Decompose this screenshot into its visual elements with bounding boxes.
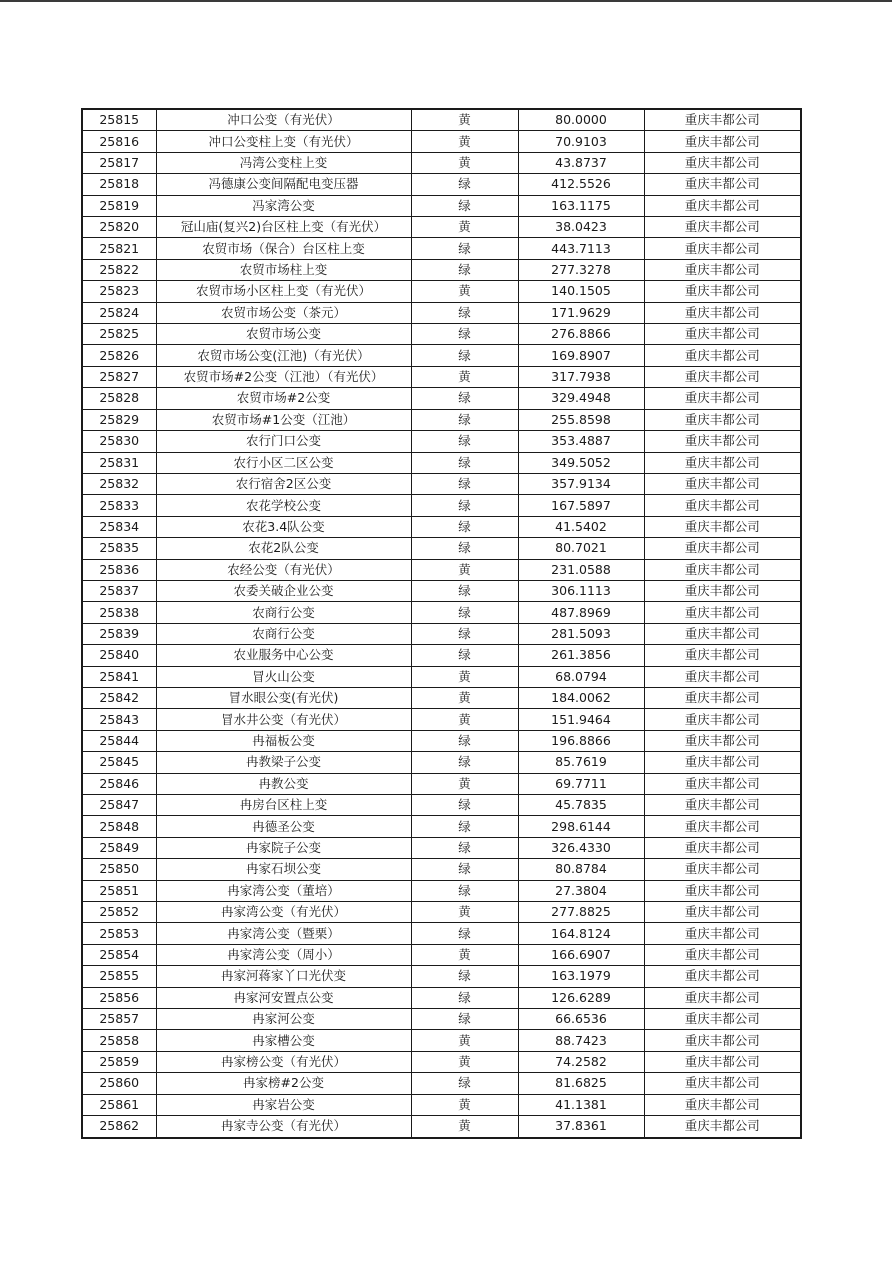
cell-value: 41.1381 bbox=[518, 1094, 644, 1115]
cell-status-level: 绿 bbox=[411, 645, 518, 666]
cell-id: 25839 bbox=[82, 623, 156, 644]
cell-company: 重庆丰都公司 bbox=[644, 538, 801, 559]
cell-status-level: 绿 bbox=[411, 580, 518, 601]
cell-company: 重庆丰都公司 bbox=[644, 174, 801, 195]
cell-id: 25832 bbox=[82, 473, 156, 494]
cell-transformer-name: 冲口公变（有光伏） bbox=[156, 109, 411, 131]
cell-value: 85.7619 bbox=[518, 752, 644, 773]
cell-value: 163.1979 bbox=[518, 966, 644, 987]
cell-company: 重庆丰都公司 bbox=[644, 495, 801, 516]
cell-transformer-name: 农贸市场#2公变（江池）（有光伏） bbox=[156, 366, 411, 387]
table-row bbox=[82, 580, 801, 601]
table-row bbox=[82, 730, 801, 751]
cell-id: 25862 bbox=[82, 1116, 156, 1138]
table-row bbox=[82, 388, 801, 409]
cell-transformer-name: 农贸市场公变(江池)（有光伏） bbox=[156, 345, 411, 366]
cell-value: 487.8969 bbox=[518, 602, 644, 623]
cell-status-level: 黄 bbox=[411, 773, 518, 794]
table-row bbox=[82, 645, 801, 666]
cell-id: 25847 bbox=[82, 795, 156, 816]
cell-value: 184.0062 bbox=[518, 687, 644, 708]
cell-value: 80.0000 bbox=[518, 109, 644, 131]
table-row bbox=[82, 281, 801, 302]
cell-value: 277.3278 bbox=[518, 259, 644, 280]
cell-value: 81.6825 bbox=[518, 1073, 644, 1094]
cell-company: 重庆丰都公司 bbox=[644, 431, 801, 452]
cell-transformer-name: 农花学校公变 bbox=[156, 495, 411, 516]
cell-id: 25856 bbox=[82, 987, 156, 1008]
cell-id: 25833 bbox=[82, 495, 156, 516]
cell-company: 重庆丰都公司 bbox=[644, 730, 801, 751]
cell-id: 25828 bbox=[82, 388, 156, 409]
cell-company: 重庆丰都公司 bbox=[644, 966, 801, 987]
cell-transformer-name: 农商行公变 bbox=[156, 623, 411, 644]
cell-id: 25834 bbox=[82, 516, 156, 537]
table-row bbox=[82, 238, 801, 259]
cell-id: 25823 bbox=[82, 281, 156, 302]
cell-status-level: 黄 bbox=[411, 687, 518, 708]
cell-id: 25830 bbox=[82, 431, 156, 452]
cell-value: 329.4948 bbox=[518, 388, 644, 409]
cell-company: 重庆丰都公司 bbox=[644, 1030, 801, 1051]
cell-transformer-name: 冲口公变柱上变（有光伏） bbox=[156, 131, 411, 152]
cell-status-level: 黄 bbox=[411, 666, 518, 687]
cell-company: 重庆丰都公司 bbox=[644, 1009, 801, 1030]
cell-transformer-name: 冉福板公变 bbox=[156, 730, 411, 751]
cell-company: 重庆丰都公司 bbox=[644, 944, 801, 965]
cell-value: 306.1113 bbox=[518, 580, 644, 601]
table-row bbox=[82, 816, 801, 837]
cell-transformer-name: 冉德圣公变 bbox=[156, 816, 411, 837]
cell-company: 重庆丰都公司 bbox=[644, 880, 801, 901]
table-row bbox=[82, 902, 801, 923]
cell-id: 25840 bbox=[82, 645, 156, 666]
cell-status-level: 黄 bbox=[411, 1116, 518, 1138]
cell-company: 重庆丰都公司 bbox=[644, 859, 801, 880]
cell-transformer-name: 农花3.4队公变 bbox=[156, 516, 411, 537]
cell-id: 25829 bbox=[82, 409, 156, 430]
cell-id: 25822 bbox=[82, 259, 156, 280]
table-row bbox=[82, 666, 801, 687]
cell-status-level: 绿 bbox=[411, 324, 518, 345]
cell-id: 25841 bbox=[82, 666, 156, 687]
cell-value: 70.9103 bbox=[518, 131, 644, 152]
cell-company: 重庆丰都公司 bbox=[644, 131, 801, 152]
cell-id: 25838 bbox=[82, 602, 156, 623]
cell-value: 231.0588 bbox=[518, 559, 644, 580]
cell-company: 重庆丰都公司 bbox=[644, 666, 801, 687]
cell-status-level: 黄 bbox=[411, 1051, 518, 1072]
cell-id: 25854 bbox=[82, 944, 156, 965]
cell-status-level: 绿 bbox=[411, 516, 518, 537]
cell-status-level: 绿 bbox=[411, 302, 518, 323]
cell-status-level: 绿 bbox=[411, 859, 518, 880]
table-row bbox=[82, 409, 801, 430]
cell-transformer-name: 冉家湾公变（有光伏） bbox=[156, 902, 411, 923]
table-row bbox=[82, 345, 801, 366]
cell-value: 43.8737 bbox=[518, 152, 644, 173]
table-row bbox=[82, 452, 801, 473]
table-row bbox=[82, 1073, 801, 1094]
cell-id: 25853 bbox=[82, 923, 156, 944]
cell-company: 重庆丰都公司 bbox=[644, 559, 801, 580]
cell-company: 重庆丰都公司 bbox=[644, 345, 801, 366]
cell-status-level: 黄 bbox=[411, 217, 518, 238]
cell-id: 25844 bbox=[82, 730, 156, 751]
cell-value: 255.8598 bbox=[518, 409, 644, 430]
cell-value: 326.4330 bbox=[518, 837, 644, 858]
cell-status-level: 绿 bbox=[411, 752, 518, 773]
cell-value: 169.8907 bbox=[518, 345, 644, 366]
cell-company: 重庆丰都公司 bbox=[644, 109, 801, 131]
page-top-rule bbox=[0, 0, 892, 2]
cell-id: 25836 bbox=[82, 559, 156, 580]
table-row bbox=[82, 859, 801, 880]
table-row bbox=[82, 516, 801, 537]
table-row bbox=[82, 131, 801, 152]
cell-id: 25860 bbox=[82, 1073, 156, 1094]
cell-value: 196.8866 bbox=[518, 730, 644, 751]
cell-status-level: 黄 bbox=[411, 131, 518, 152]
cell-id: 25824 bbox=[82, 302, 156, 323]
cell-transformer-name: 冉家院子公变 bbox=[156, 837, 411, 858]
table-row bbox=[82, 217, 801, 238]
table-row bbox=[82, 752, 801, 773]
table-row bbox=[82, 195, 801, 216]
cell-value: 151.9464 bbox=[518, 709, 644, 730]
cell-id: 25837 bbox=[82, 580, 156, 601]
cell-company: 重庆丰都公司 bbox=[644, 602, 801, 623]
cell-status-level: 绿 bbox=[411, 388, 518, 409]
cell-company: 重庆丰都公司 bbox=[644, 773, 801, 794]
cell-status-level: 绿 bbox=[411, 923, 518, 944]
cell-transformer-name: 农贸市场#1公变（江池） bbox=[156, 409, 411, 430]
cell-status-level: 绿 bbox=[411, 730, 518, 751]
cell-transformer-name: 冯湾公变柱上变 bbox=[156, 152, 411, 173]
cell-transformer-name: 农行小区二区公变 bbox=[156, 452, 411, 473]
cell-value: 80.8784 bbox=[518, 859, 644, 880]
cell-transformer-name: 农行门口公变 bbox=[156, 431, 411, 452]
cell-transformer-name: 冉家岩公变 bbox=[156, 1094, 411, 1115]
cell-company: 重庆丰都公司 bbox=[644, 473, 801, 494]
cell-company: 重庆丰都公司 bbox=[644, 709, 801, 730]
cell-transformer-name: 农业服务中心公变 bbox=[156, 645, 411, 666]
cell-company: 重庆丰都公司 bbox=[644, 281, 801, 302]
cell-value: 298.6144 bbox=[518, 816, 644, 837]
cell-transformer-name: 冒火山公变 bbox=[156, 666, 411, 687]
table-row bbox=[82, 944, 801, 965]
cell-id: 25815 bbox=[82, 109, 156, 131]
cell-id: 25855 bbox=[82, 966, 156, 987]
cell-value: 45.7835 bbox=[518, 795, 644, 816]
cell-id: 25849 bbox=[82, 837, 156, 858]
cell-status-level: 黄 bbox=[411, 366, 518, 387]
cell-company: 重庆丰都公司 bbox=[644, 837, 801, 858]
cell-id: 25821 bbox=[82, 238, 156, 259]
cell-transformer-name: 冯德康公变间隔配电变压器 bbox=[156, 174, 411, 195]
cell-transformer-name: 冉家河蒋家丫口光伏变 bbox=[156, 966, 411, 987]
cell-company: 重庆丰都公司 bbox=[644, 238, 801, 259]
cell-company: 重庆丰都公司 bbox=[644, 687, 801, 708]
cell-status-level: 绿 bbox=[411, 623, 518, 644]
table-row bbox=[82, 152, 801, 173]
cell-status-level: 绿 bbox=[411, 452, 518, 473]
cell-company: 重庆丰都公司 bbox=[644, 259, 801, 280]
cell-value: 443.7113 bbox=[518, 238, 644, 259]
cell-company: 重庆丰都公司 bbox=[644, 1094, 801, 1115]
cell-transformer-name: 冉家槽公变 bbox=[156, 1030, 411, 1051]
cell-company: 重庆丰都公司 bbox=[644, 645, 801, 666]
table-row bbox=[82, 473, 801, 494]
cell-transformer-name: 农经公变（有光伏） bbox=[156, 559, 411, 580]
cell-status-level: 绿 bbox=[411, 837, 518, 858]
cell-transformer-name: 冒水井公变（有光伏） bbox=[156, 709, 411, 730]
cell-company: 重庆丰都公司 bbox=[644, 1116, 801, 1138]
cell-status-level: 绿 bbox=[411, 1009, 518, 1030]
cell-status-level: 绿 bbox=[411, 987, 518, 1008]
cell-transformer-name: 农商行公变 bbox=[156, 602, 411, 623]
table-row bbox=[82, 1094, 801, 1115]
cell-transformer-name: 农委关破企业公变 bbox=[156, 580, 411, 601]
cell-id: 25816 bbox=[82, 131, 156, 152]
cell-id: 25857 bbox=[82, 1009, 156, 1030]
cell-value: 80.7021 bbox=[518, 538, 644, 559]
cell-id: 25827 bbox=[82, 366, 156, 387]
cell-id: 25845 bbox=[82, 752, 156, 773]
cell-id: 25861 bbox=[82, 1094, 156, 1115]
cell-transformer-name: 冉家榜公变（有光伏） bbox=[156, 1051, 411, 1072]
cell-transformer-name: 农贸市场小区柱上变（有光伏） bbox=[156, 281, 411, 302]
cell-company: 重庆丰都公司 bbox=[644, 409, 801, 430]
cell-value: 353.4887 bbox=[518, 431, 644, 452]
cell-status-level: 绿 bbox=[411, 238, 518, 259]
cell-status-level: 绿 bbox=[411, 473, 518, 494]
cell-transformer-name: 农贸市场公变（茶元） bbox=[156, 302, 411, 323]
cell-transformer-name: 冒水眼公变(有光伏) bbox=[156, 687, 411, 708]
cell-transformer-name: 冉家河安置点公变 bbox=[156, 987, 411, 1008]
cell-company: 重庆丰都公司 bbox=[644, 324, 801, 345]
cell-status-level: 黄 bbox=[411, 944, 518, 965]
cell-id: 25818 bbox=[82, 174, 156, 195]
cell-status-level: 绿 bbox=[411, 431, 518, 452]
cell-value: 41.5402 bbox=[518, 516, 644, 537]
cell-id: 25826 bbox=[82, 345, 156, 366]
cell-status-level: 黄 bbox=[411, 281, 518, 302]
cell-company: 重庆丰都公司 bbox=[644, 1051, 801, 1072]
cell-value: 357.9134 bbox=[518, 473, 644, 494]
cell-id: 25850 bbox=[82, 859, 156, 880]
table-row bbox=[82, 987, 801, 1008]
cell-company: 重庆丰都公司 bbox=[644, 366, 801, 387]
cell-value: 88.7423 bbox=[518, 1030, 644, 1051]
cell-id: 25846 bbox=[82, 773, 156, 794]
table-row bbox=[82, 1051, 801, 1072]
cell-value: 74.2582 bbox=[518, 1051, 644, 1072]
table-row bbox=[82, 687, 801, 708]
cell-id: 25851 bbox=[82, 880, 156, 901]
cell-transformer-name: 冉家榜#2公变 bbox=[156, 1073, 411, 1094]
cell-transformer-name: 冉教公变 bbox=[156, 773, 411, 794]
cell-status-level: 绿 bbox=[411, 495, 518, 516]
cell-transformer-name: 冉家石坝公变 bbox=[156, 859, 411, 880]
table-row bbox=[82, 302, 801, 323]
cell-status-level: 黄 bbox=[411, 902, 518, 923]
cell-status-level: 黄 bbox=[411, 559, 518, 580]
cell-transformer-name: 农贸市场公变 bbox=[156, 324, 411, 345]
table-row bbox=[82, 366, 801, 387]
cell-value: 163.1175 bbox=[518, 195, 644, 216]
cell-value: 412.5526 bbox=[518, 174, 644, 195]
table-row bbox=[82, 431, 801, 452]
cell-value: 349.5052 bbox=[518, 452, 644, 473]
cell-id: 25831 bbox=[82, 452, 156, 473]
cell-status-level: 绿 bbox=[411, 259, 518, 280]
cell-company: 重庆丰都公司 bbox=[644, 816, 801, 837]
table-row bbox=[82, 495, 801, 516]
table-row bbox=[82, 259, 801, 280]
table-row bbox=[82, 324, 801, 345]
table-row bbox=[82, 174, 801, 195]
cell-transformer-name: 农行宿舍2区公变 bbox=[156, 473, 411, 494]
cell-value: 277.8825 bbox=[518, 902, 644, 923]
table-row bbox=[82, 1116, 801, 1138]
cell-transformer-name: 农贸市场#2公变 bbox=[156, 388, 411, 409]
cell-id: 25825 bbox=[82, 324, 156, 345]
cell-status-level: 黄 bbox=[411, 709, 518, 730]
cell-transformer-name: 冉家河公变 bbox=[156, 1009, 411, 1030]
cell-id: 25819 bbox=[82, 195, 156, 216]
table-row bbox=[82, 1030, 801, 1051]
cell-company: 重庆丰都公司 bbox=[644, 902, 801, 923]
cell-status-level: 黄 bbox=[411, 109, 518, 131]
cell-id: 25843 bbox=[82, 709, 156, 730]
cell-status-level: 黄 bbox=[411, 152, 518, 173]
cell-value: 66.6536 bbox=[518, 1009, 644, 1030]
cell-transformer-name: 冉家湾公变（暨栗） bbox=[156, 923, 411, 944]
table-row bbox=[82, 538, 801, 559]
cell-status-level: 绿 bbox=[411, 816, 518, 837]
cell-value: 69.7711 bbox=[518, 773, 644, 794]
cell-value: 167.5897 bbox=[518, 495, 644, 516]
cell-status-level: 绿 bbox=[411, 409, 518, 430]
cell-id: 25859 bbox=[82, 1051, 156, 1072]
cell-value: 281.5093 bbox=[518, 623, 644, 644]
cell-transformer-name: 冉房台区柱上变 bbox=[156, 795, 411, 816]
cell-transformer-name: 冉家湾公变（董培） bbox=[156, 880, 411, 901]
cell-company: 重庆丰都公司 bbox=[644, 302, 801, 323]
table-row bbox=[82, 795, 801, 816]
cell-value: 317.7938 bbox=[518, 366, 644, 387]
cell-company: 重庆丰都公司 bbox=[644, 217, 801, 238]
table-row bbox=[82, 837, 801, 858]
table-row bbox=[82, 602, 801, 623]
cell-id: 25858 bbox=[82, 1030, 156, 1051]
cell-status-level: 绿 bbox=[411, 602, 518, 623]
cell-value: 27.3804 bbox=[518, 880, 644, 901]
cell-company: 重庆丰都公司 bbox=[644, 795, 801, 816]
cell-value: 68.0794 bbox=[518, 666, 644, 687]
cell-company: 重庆丰都公司 bbox=[644, 623, 801, 644]
cell-status-level: 绿 bbox=[411, 795, 518, 816]
cell-transformer-name: 冉家湾公变（周小） bbox=[156, 944, 411, 965]
cell-value: 38.0423 bbox=[518, 217, 644, 238]
cell-company: 重庆丰都公司 bbox=[644, 516, 801, 537]
cell-status-level: 绿 bbox=[411, 880, 518, 901]
cell-transformer-name: 冯家湾公变 bbox=[156, 195, 411, 216]
transformer-table bbox=[81, 108, 802, 1139]
cell-status-level: 绿 bbox=[411, 538, 518, 559]
cell-status-level: 绿 bbox=[411, 966, 518, 987]
cell-value: 126.6289 bbox=[518, 987, 644, 1008]
cell-value: 261.3856 bbox=[518, 645, 644, 666]
cell-transformer-name: 农贸市场柱上变 bbox=[156, 259, 411, 280]
cell-transformer-name: 冉教梁子公变 bbox=[156, 752, 411, 773]
cell-value: 37.8361 bbox=[518, 1116, 644, 1138]
cell-transformer-name: 冉家寺公变（有光伏） bbox=[156, 1116, 411, 1138]
table-row bbox=[82, 559, 801, 580]
cell-status-level: 黄 bbox=[411, 1094, 518, 1115]
cell-value: 166.6907 bbox=[518, 944, 644, 965]
cell-transformer-name: 农贸市场（保合）台区柱上变 bbox=[156, 238, 411, 259]
cell-status-level: 绿 bbox=[411, 174, 518, 195]
cell-company: 重庆丰都公司 bbox=[644, 152, 801, 173]
table-row bbox=[82, 1009, 801, 1030]
cell-company: 重庆丰都公司 bbox=[644, 752, 801, 773]
table-row bbox=[82, 923, 801, 944]
cell-status-level: 绿 bbox=[411, 1073, 518, 1094]
cell-id: 25852 bbox=[82, 902, 156, 923]
cell-id: 25820 bbox=[82, 217, 156, 238]
cell-status-level: 绿 bbox=[411, 345, 518, 366]
cell-company: 重庆丰都公司 bbox=[644, 987, 801, 1008]
table-row bbox=[82, 773, 801, 794]
table-row bbox=[82, 109, 801, 131]
cell-id: 25842 bbox=[82, 687, 156, 708]
cell-value: 276.8866 bbox=[518, 324, 644, 345]
cell-transformer-name: 农花2队公变 bbox=[156, 538, 411, 559]
cell-id: 25817 bbox=[82, 152, 156, 173]
cell-company: 重庆丰都公司 bbox=[644, 1073, 801, 1094]
table-row bbox=[82, 709, 801, 730]
table-row bbox=[82, 880, 801, 901]
cell-id: 25835 bbox=[82, 538, 156, 559]
table-row bbox=[82, 623, 801, 644]
cell-company: 重庆丰都公司 bbox=[644, 580, 801, 601]
cell-value: 140.1505 bbox=[518, 281, 644, 302]
cell-value: 164.8124 bbox=[518, 923, 644, 944]
cell-status-level: 绿 bbox=[411, 195, 518, 216]
cell-status-level: 黄 bbox=[411, 1030, 518, 1051]
cell-company: 重庆丰都公司 bbox=[644, 388, 801, 409]
table-body bbox=[82, 109, 801, 1138]
cell-company: 重庆丰都公司 bbox=[644, 452, 801, 473]
table-row bbox=[82, 966, 801, 987]
cell-company: 重庆丰都公司 bbox=[644, 195, 801, 216]
cell-company: 重庆丰都公司 bbox=[644, 923, 801, 944]
cell-transformer-name: 冠山庙(复兴2)台区柱上变（有光伏） bbox=[156, 217, 411, 238]
cell-id: 25848 bbox=[82, 816, 156, 837]
cell-value: 171.9629 bbox=[518, 302, 644, 323]
